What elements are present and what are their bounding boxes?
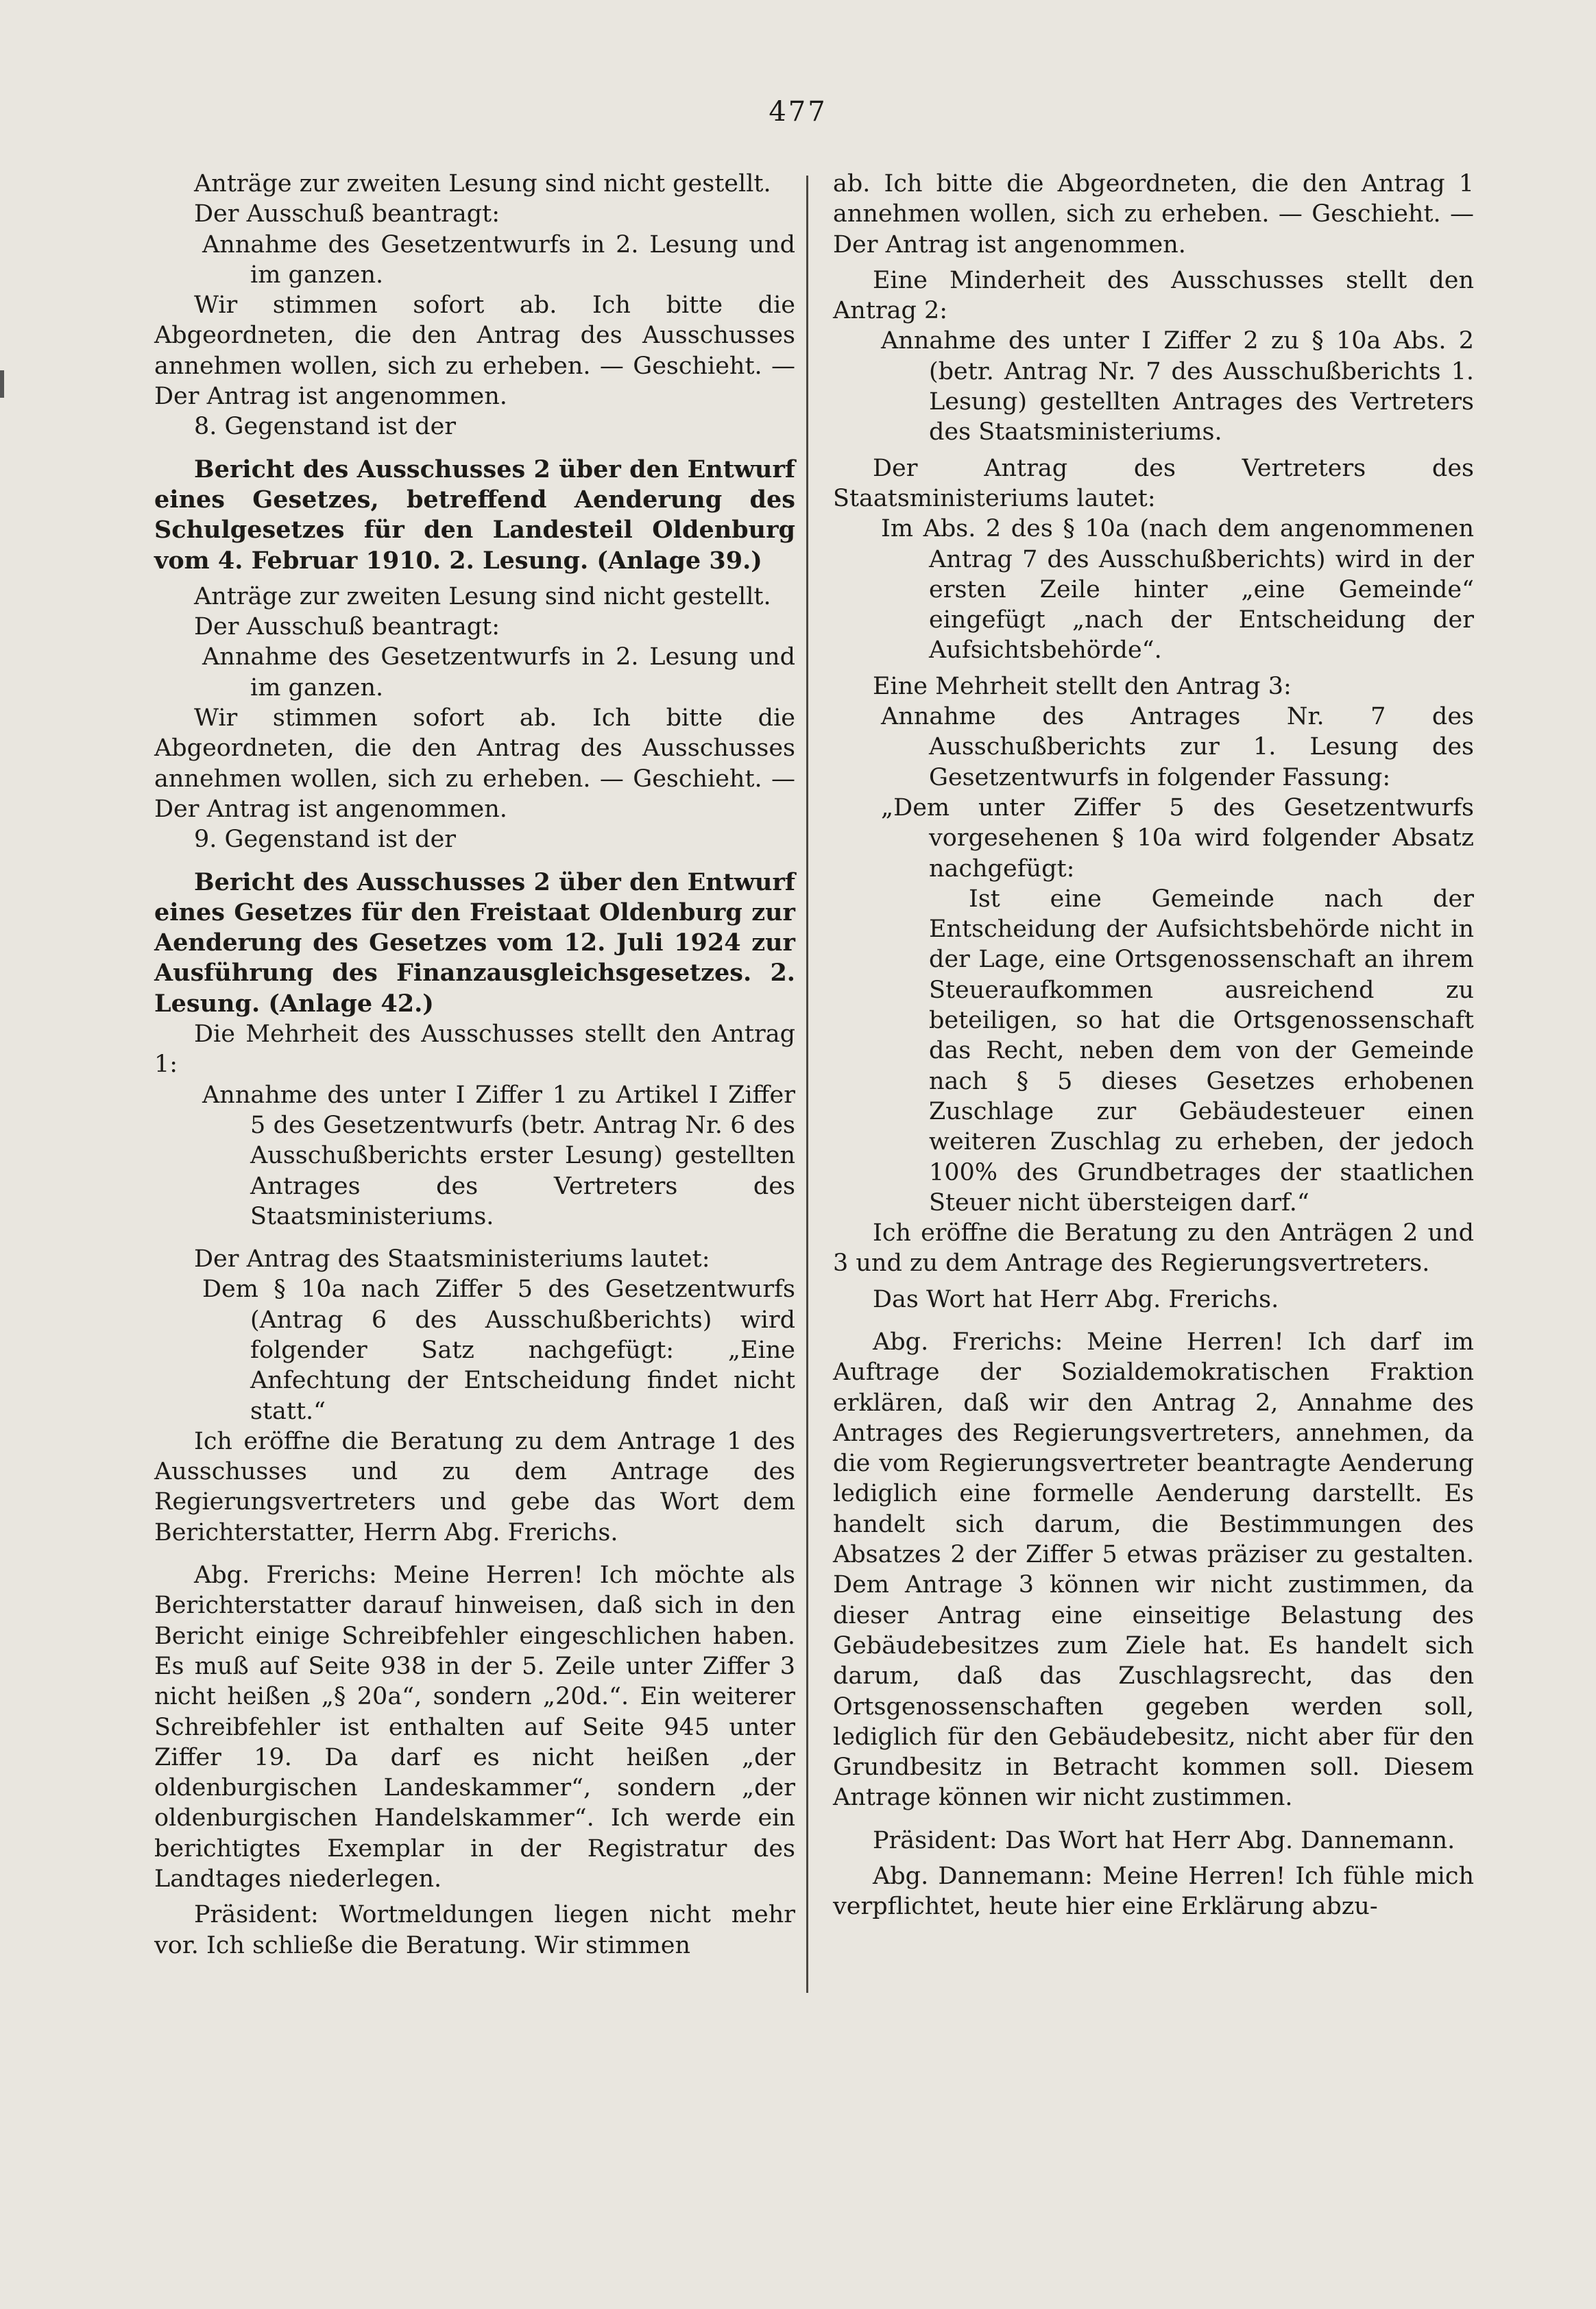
left-column [154, 169, 795, 1961]
motion-text: Annahme des Gesetzentwurfs in 2. Lesung und im ganzen. [202, 643, 795, 702]
paragraph: Wir stimmen sofort ab. Ich bitte die Abgeordneten, die den Antrag des Ausschusses annehmen wollen, sich zu erheben. — Geschieht. — Der Antrag ist angenommen. [154, 704, 795, 823]
paragraph: Der Antrag des Vertreters des Staatsministeriums lautet: [833, 454, 1474, 512]
motion-text: Annahme des Gesetzentwurfs in 2. Lesung und im ganzen. [202, 230, 795, 289]
speech: Abg. Frerichs: Meine Herren! Ich möchte als Berichterstatter darauf hinweisen, daß sich in den Bericht einige Schreibfehler eingeschlichen haben. Es muß auf Seite 938 in der 5. Zeile unter Ziffer 3 nicht heißen „§ 20a“, sondern „20d.“. Ein weiterer Schreibfehler ist enthalten auf Seite 945 unter Ziffer 19. Da darf es nicht heißen „der oldenburgischen Landeskammer“, sondern „der oldenburgischen Handelskammer“. Ich werde ein berichtigtes Exemplar in der Registratur des Landtages niederlegen. [154, 1562, 795, 1893]
scan-margin-mark [0, 370, 4, 398]
paragraph: Anträge zur zweiten Lesung sind nicht gestellt. [194, 170, 771, 198]
motion-text: Im Abs. 2 des § 10a (nach dem angenommenen Antrag 7 des Ausschußberichts) wird in der ersten Zeile hinter „eine Gemeinde“ eingefügt „nach der Entscheidung der Aufsichtsbehörde“. [881, 515, 1474, 665]
paragraph: Ich eröffne die Beratung zu den Anträgen 2 und 3 und zu dem Antrage des Regierungsvertreters. [833, 1219, 1474, 1278]
paragraph: Wir stimmen sofort ab. Ich bitte die Abgeordneten, die den Antrag des Ausschusses annehmen wollen, sich zu erheben. — Geschieht. — Der Antrag ist angenommen. [154, 291, 795, 411]
speech: Präsident: Wortmeldungen liegen nicht mehr vor. Ich schließe die Beratung. Wir stimmen [154, 1901, 795, 1959]
paragraph: Die Mehrheit des Ausschusses stellt den Antrag 1: [154, 1020, 795, 1079]
paragraph: Anträge zur zweiten Lesung sind nicht gestellt. [194, 582, 771, 610]
paragraph: Der Ausschuß beantragt: [194, 613, 500, 641]
speech: Abg. Frerichs: Meine Herren! Ich darf im Auftrage der Sozialdemokratischen Fraktion erklären, daß wir den Antrag 2, Annahme des Antrages des Regierungsvertreters, annehmen, da die vom Regierungsvertreter beantragte Aenderung lediglich eine formelle Aenderung darstellt. Es handelt sich darum, die Bestimmungen des Absatzes 2 der Ziffer 5 etwas präziser zu gestalten. Dem Antrage 3 können wir nicht zustimmen, da dieser Antrag eine einseitige Belastung des Gebäudebesitzes zum Ziele hat. Es handelt sich darum, daß das Zuschlagsrecht, das den Ortsgenossenschaften gegeben werden soll, lediglich für den Gebäudebesitz, nicht aber für den Grundbesitz in Betracht kommen soll. Diesem Antrage können wir nicht zustimmen. [833, 1328, 1474, 1812]
paragraph: Eine Minderheit des Ausschusses stellt den Antrag 2: [833, 266, 1474, 325]
agenda-item: 8. Gegenstand ist der [194, 413, 457, 441]
paragraph: Der Ausschuß beantragt: [194, 200, 500, 228]
speech: Abg. Dannemann: Meine Herren! Ich fühle mich verpflichtet, heute hier eine Erklärung abzu- [833, 1863, 1474, 1921]
paragraph: ab. Ich bitte die Abgeordneten, die den Antrag 1 annehmen wollen, sich zu erheben. — Geschieht. — Der Antrag ist angenommen. [833, 170, 1474, 259]
paragraph: Eine Mehrheit stellt den Antrag 3: [873, 672, 1292, 700]
motion-text: Annahme des Antrages Nr. 7 des Ausschußberichts zur 1. Lesung des Gesetzentwurfs in folgender Fassung: [881, 703, 1474, 791]
motion-text: Annahme des unter I Ziffer 1 zu Artikel I Ziffer 5 des Gesetzentwurfs (betr. Antrag Nr. 6 des Ausschußberichts erster Lesung) gestellten Antrages des Vertreters des Staatsministeriums. [202, 1081, 795, 1230]
paragraph: Ich eröffne die Beratung zu dem Antrage 1 des Ausschusses und zu dem Antrage des Regierungsvertreters und gebe das Wort dem Berichterstatter, Herrn Abg. Frerichs. [154, 1427, 795, 1546]
speech: Präsident: Das Wort hat Herr Abg. Dannemann. [873, 1826, 1455, 1854]
agenda-heading: Bericht des Ausschusses 2 über den Entwurf eines Gesetzes für den Freistaat Oldenburg zur Aenderung des Gesetzes vom 12. Juli 1924 zur Ausführung des Finanzausgleichsgesetzes. 2. Lesung. (Anlage 42.) [154, 868, 795, 1018]
page-number: 477 [769, 96, 827, 128]
quoted-text: „Dem unter Ziffer 5 des Gesetzentwurfs vorgesehenen § 10a wird folgender Absatz nachgefügt: [881, 793, 1474, 883]
paragraph: Der Antrag des Staatsministeriums lautet: [194, 1245, 710, 1273]
right-column [833, 169, 1474, 1922]
motion-text: Annahme des unter I Ziffer 2 zu § 10a Abs. 2 (betr. Antrag Nr. 7 des Ausschußberichts 1. Lesung) gestellten Antrages des Vertreters des Staatsministeriums. [881, 327, 1474, 446]
agenda-heading: Bericht des Ausschusses 2 über den Entwurf eines Gesetzes, betreffend Aenderung des Schulgesetzes für den Landesteil Oldenburg vom 4. Februar 1910. 2. Lesung. (Anlage 39.) [154, 455, 795, 575]
quoted-text: Ist eine Gemeinde nach der Entscheidung der Aufsichtsbehörde nicht in der Lage, eine Ortsgenossenschaft an ihrem Steueraufkommen ausreichend zu beteiligen, so hat die Ortsgenossenschaft das Recht, neben dem von der Gemeinde nach § 5 dieses Gesetzes erhobenen Zuschlage zur Gebäudesteuer einen weiteren Zuschlag zu erheben, der jedoch 100% des Grundbetrages der staatlichen Steuer nicht übersteigen darf.“ [929, 885, 1474, 1217]
column-divider [806, 176, 808, 1993]
motion-text: Dem § 10a nach Ziffer 5 des Gesetzentwurfs (Antrag 6 des Ausschußberichts) wird folgender Satz nachgefügt: „Eine Anfechtung der Entscheidung findet nicht statt.“ [202, 1276, 795, 1425]
paragraph: Das Wort hat Herr Abg. Frerichs. [873, 1285, 1279, 1313]
agenda-item: 9. Gegenstand ist der [194, 826, 457, 854]
